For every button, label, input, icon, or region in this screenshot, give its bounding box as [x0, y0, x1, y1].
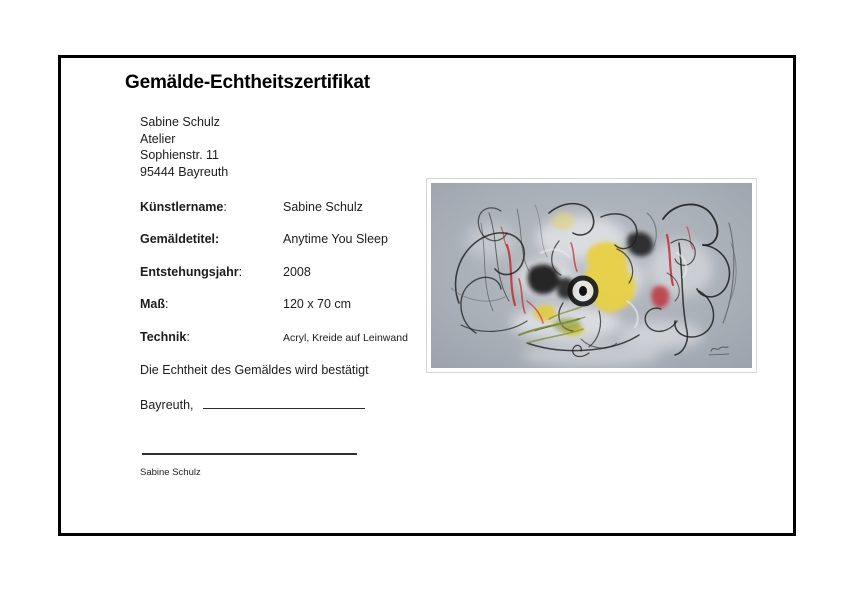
place-date-line [140, 396, 365, 412]
field-row-mass [140, 297, 351, 311]
painting-image [426, 178, 757, 373]
address-line-atelier: Atelier [140, 131, 176, 146]
field-row-gemaeldetitel [140, 232, 388, 246]
field-row-entstehungsjahr [140, 265, 311, 279]
field-label: Künstlername: [140, 200, 227, 214]
address-line-name: Sabine Schulz [140, 115, 220, 129]
field-label: Gemäldetitel: [140, 232, 220, 246]
address-block [140, 114, 228, 180]
field-row-kuenstlername [140, 200, 363, 214]
field-value: 120 x 70 cm [283, 297, 352, 311]
signature-name: Sabine Schulz [140, 467, 201, 478]
field-label: Entstehungsjahr: [140, 265, 243, 279]
field-value: 2008 [283, 265, 311, 279]
field-value: Acryl, Kreide auf Leinwand [283, 332, 408, 344]
field-value: Anytime You Sleep [283, 232, 388, 246]
field-row-technik [140, 330, 408, 344]
place-label: Bayreuth, [140, 398, 194, 412]
field-label: Technik: [140, 330, 190, 344]
signature-line [142, 453, 357, 455]
confirmation-statement: Die Echtheit des Gemäldes wird bestätigt [140, 363, 369, 377]
field-label: Maß: [140, 297, 169, 311]
address-line-city: 95444 Bayreuth [140, 164, 229, 179]
field-value: Sabine Schulz [283, 200, 363, 214]
date-blank-line [203, 396, 365, 409]
address-line-street: Sophienstr. 11 [140, 148, 219, 162]
certificate-title: Gemälde-Echtheitszertifikat [125, 72, 370, 93]
